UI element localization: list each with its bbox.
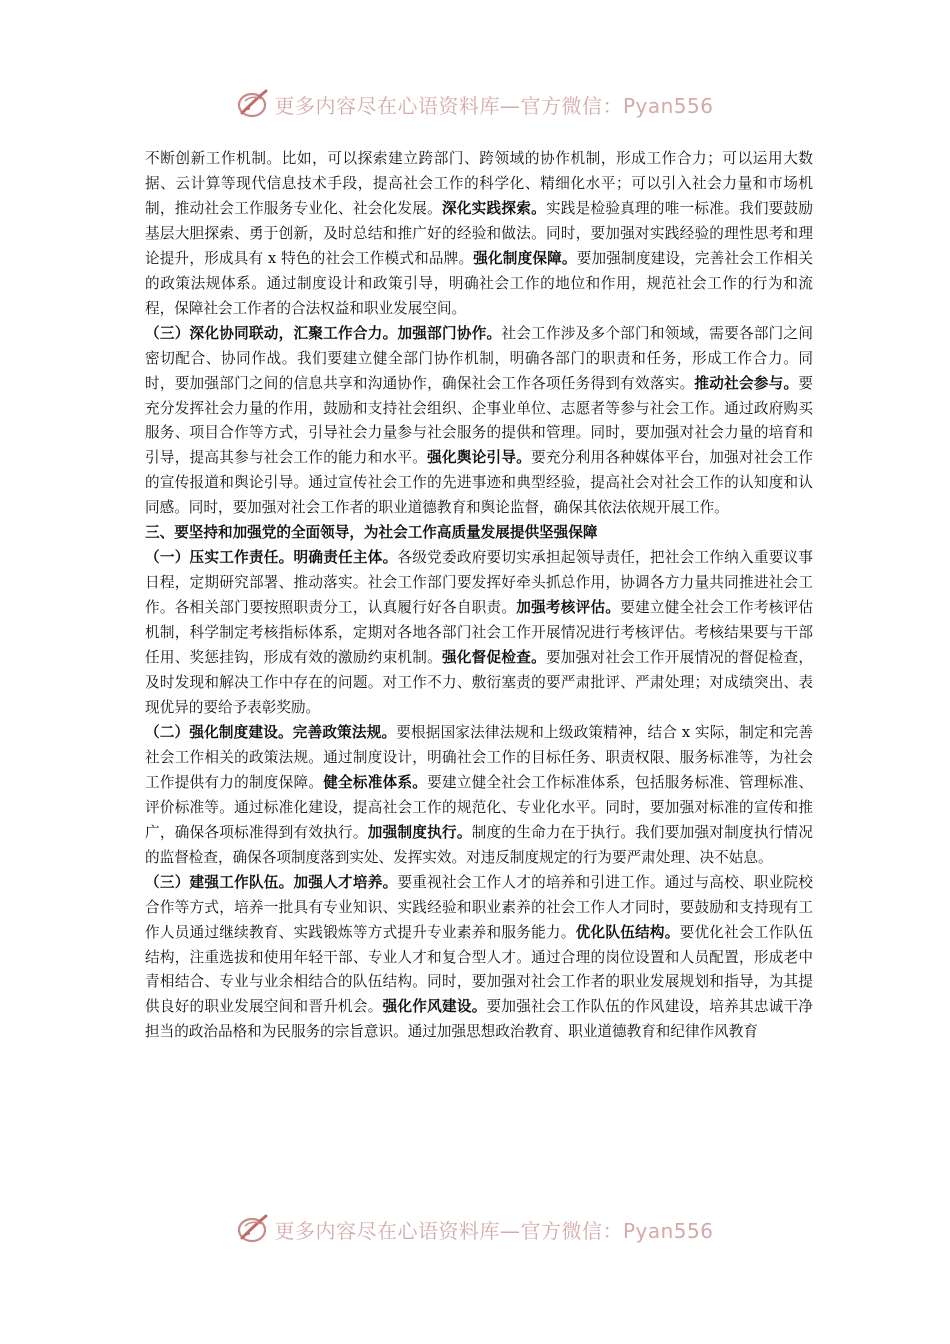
- watermark-banner-bottom: [0, 1209, 950, 1249]
- body-text: 要建立健全社会工作标准体系，包括服务标准、管理标准、评价标准等。通过标准化建设，提高社会工作的规范化、专业化水平。同时，要加强对标准的宣传和推广，确保各项标准得到有效执行。: [145, 773, 813, 841]
- body-text: 制度的生命力在于执行。我们要加强对制度执行情况的监督检查，确保各项制度落到实处、发挥实效。对违反制度规定的行为要严肃处理、决不姑息。: [145, 823, 813, 866]
- bold-heading-text: 强化督促检查。: [441, 649, 546, 667]
- pen-scroll-logo-icon: [236, 87, 270, 121]
- bold-heading-text: 深化实践探索。: [441, 199, 546, 217]
- bold-heading-text: （三）建强工作队伍。加强人才培养。: [145, 873, 398, 891]
- watermark-banner-top: [0, 84, 950, 124]
- paragraph: [145, 871, 813, 1046]
- paragraph: [145, 721, 813, 871]
- bold-heading-text: 三、要坚持和加强党的全面领导，为社会工作高质量发展提供坚强保障: [145, 524, 598, 542]
- body-text: 实践是检验真理的唯一标准。我们要鼓励基层大胆探索、勇于创新，及时总结和推广好的经验和做法。同时，要加强对实践经验的理性思考和理论提升，形成具有 x 特色的社会工作模式和品牌。: [145, 199, 813, 267]
- bold-heading-text: （三）深化协同联动，汇聚工作合力。加强部门协作。: [145, 324, 502, 342]
- paragraph: [145, 322, 813, 522]
- body-text: 社会工作涉及多个部门和领域，需要各部门之间密切配合、协同作战。我们要建立健全部门协作机制，明确各部门的职责和任务，形成工作合力。同时，要加强部门之间的信息共享和沟通协作，确保社会工作各项任务得到有效落实。: [145, 324, 813, 392]
- body-text: 要充分发挥社会力量的作用，鼓励和支持社会组织、企事业单位、志愿者等参与社会工作。通过政府购买服务、项目合作等方式，引导社会力量参与社会服务的提供和管理。同时，要加强对社会力量的培育和引导，提高其参与社会工作的能力和水平。: [145, 374, 813, 467]
- paragraph: [145, 521, 813, 546]
- body-text: 要加强制度建设，完善社会工作相关的政策法规体系。通过制度设计和政策引导，明确社会工作的地位和作用，规范社会工作的行为和流程，保障社会工作者的合法权益和职业发展空间。: [145, 249, 813, 317]
- document-body: [145, 147, 813, 1045]
- watermark-text: 更多内容尽在心语资料库—官方微信：Pyan556: [274, 1218, 714, 1243]
- watermark-text: 更多内容尽在心语资料库—官方微信：Pyan556: [274, 93, 714, 118]
- body-text: 要根据国家法律法规和上级政策精神，结合 x 实际，制定和完善社会工作相关的政策法规。通过制度设计，明确社会工作的目标任务、职责权限、服务标准等，为社会工作提供有力的制度保障。: [145, 723, 813, 791]
- bold-heading-text: 健全标准体系。: [323, 773, 428, 791]
- bold-heading-text: 推动社会参与。: [694, 374, 799, 392]
- body-text: 要优化社会工作队伍结构，注重选拔和使用年轻干部、专业人才和复合型人才。通过合理的岗位设置和人员配置，形成老中青相结合、专业与业余相结合的队伍结构。同时，要加强对社会工作者的职业发展规划和指导，为其提供良好的职业发展空间和晋升机会。: [145, 923, 813, 1016]
- bold-heading-text: （二）强化制度建设。完善政策法规。: [145, 723, 397, 741]
- paragraph: [145, 546, 813, 721]
- pen-scroll-logo-icon: [236, 1212, 270, 1246]
- body-text: 各级党委政府要切实承担起领导责任，把社会工作纳入重要议事日程，定期研究部署、推动落实。社会工作部门要发挥好牵头抓总作用，协调各方力量共同推进社会工作。各相关部门要按照职责分工，认真履行好各自职责。: [145, 549, 813, 617]
- paragraph: [145, 147, 813, 322]
- bold-heading-text: 强化舆论引导。: [427, 449, 532, 467]
- body-text: 要加强社会工作队伍的作风建设，培养其忠诚干净担当的政治品格和为民服务的宗旨意识。通过加强思想政治教育、职业道德教育和纪律作风教育: [145, 998, 813, 1041]
- bold-heading-text: （一）压实工作责任。明确责任主体。: [145, 549, 398, 567]
- body-text: 要重视社会工作人才的培养和引进工作。通过与高校、职业院校合作等方式，培养一批具有专业知识、实践经验和职业素养的社会工作人才同时，要鼓励和支持现有工作人员通过继续教育、实践锻炼等方式提升专业素养和服务能力。: [145, 873, 813, 941]
- body-text: 要充分利用各种媒体平台，加强对社会工作的宣传报道和舆论引导。通过宣传社会工作的先进事迹和典型经验，提高社会对社会工作的认知度和认同感。同时，要加强对社会工作者的职业道德教育和舆论监督，确保其依法依规开展工作。: [145, 449, 813, 517]
- bold-heading-text: 加强考核评估。: [516, 599, 621, 617]
- body-text: 要建立健全社会工作考核评估机制，科学制定考核指标体系，定期对各地各部门社会工作开展情况进行考核评估。考核结果要与干部任用、奖惩挂钩，形成有效的激励约束机制。: [145, 599, 813, 667]
- bold-heading-text: 强化制度保障。: [473, 249, 577, 267]
- bold-heading-text: 加强制度执行。: [367, 823, 472, 841]
- body-text: 不断创新工作机制。比如，可以探索建立跨部门、跨领域的协作机制，形成工作合力；可以运用大数据、云计算等现代信息技术手段，提高社会工作的科学化、精细化水平；可以引入社会力量和市场机制，推动社会工作服务专业化、社会化发展。: [145, 150, 813, 217]
- bold-heading-text: 优化队伍结构。: [575, 923, 680, 941]
- bold-heading-text: 强化作风建设。: [382, 998, 487, 1016]
- body-text: 要加强对社会工作开展情况的督促检查，及时发现和解决工作中存在的问题。对工作不力、敷衍塞责的要严肃批评、严肃处理；对成绩突出、表现优异的要给予表彰奖励。: [145, 649, 813, 716]
